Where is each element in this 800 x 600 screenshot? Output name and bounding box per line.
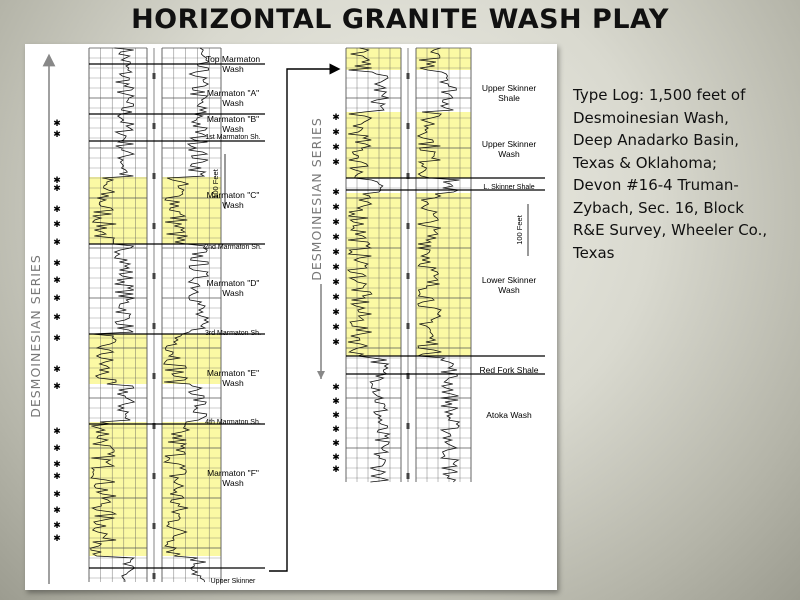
left-depth-tick <box>153 373 156 379</box>
formation-label-line: Marmaton "D" <box>206 278 260 288</box>
type-log-figure <box>25 44 557 590</box>
left-perforation-star: ✱ <box>53 258 61 268</box>
formation-label <box>482 83 537 103</box>
left-perforation-star: ✱ <box>53 333 61 343</box>
formation-label-line: 1st Marmaton Sh. <box>205 134 261 141</box>
formation-label-line: 3rd Marmaton Sh. <box>204 330 262 337</box>
left-sand-fill <box>89 334 147 384</box>
series-arrowhead-right <box>317 371 325 379</box>
formation-label-line: Wash <box>222 378 244 388</box>
right-perforation-star: ✱ <box>332 112 340 122</box>
type-log-panel <box>25 44 557 590</box>
formation-label-line: Lower Skinner <box>481 275 537 285</box>
slide-title: HORIZONTAL GRANITE WASH PLAY <box>131 4 669 35</box>
left-perforation-star: ✱ <box>53 175 61 185</box>
right-sand-fill <box>346 193 401 356</box>
right-perforation-star: ✱ <box>332 127 340 137</box>
formation-label-line: Upper Skinner <box>210 578 256 585</box>
left-perforation-star: ✱ <box>53 364 61 374</box>
left-perforation-star: ✱ <box>53 381 61 391</box>
right-sand-fill <box>416 193 471 356</box>
right-depth-tick <box>407 323 410 329</box>
left-depth-tick <box>153 573 156 579</box>
left-perforation-star: ✱ <box>53 520 61 530</box>
left-perforation-star: ✱ <box>53 129 61 139</box>
formation-label <box>205 134 260 141</box>
right-perforation-star: ✱ <box>332 232 340 242</box>
formation-label-line: Upper Skinner <box>481 139 537 149</box>
left-depth-tick <box>153 323 156 329</box>
left-perforation-star: ✱ <box>53 459 61 469</box>
left-perforation-star: ✱ <box>53 443 61 453</box>
formation-label-line: Wash <box>222 478 244 488</box>
right-perforation-star: ✱ <box>332 247 340 257</box>
right-depth-tick <box>407 223 410 229</box>
right-depth-tick <box>407 423 410 429</box>
right-depth-tick <box>407 473 410 479</box>
left-perforation-star: ✱ <box>53 183 61 193</box>
left-depth-tick <box>153 473 156 479</box>
formation-label-line: Wash <box>222 288 244 298</box>
left-depth-tick <box>153 223 156 229</box>
right-perforation-star: ✱ <box>332 452 340 462</box>
formation-label-line: Marmaton "C" <box>206 190 260 200</box>
formation-label-line: Wash <box>498 285 520 295</box>
formation-label-line: Shale <box>498 93 520 103</box>
formation-label <box>483 184 534 191</box>
scale-label-right: 100 Feet <box>515 215 524 245</box>
left-perforation-star: ✱ <box>53 219 61 229</box>
formation-label-line: 4th Marmaton Sh. <box>205 419 261 426</box>
formation-label-line: Top Marmaton <box>205 54 261 64</box>
right-perforation-star: ✱ <box>332 157 340 167</box>
right-perforation-star: ✱ <box>332 202 340 212</box>
right-depth-tick <box>407 123 410 129</box>
right-perforation-star: ✱ <box>332 277 340 287</box>
left-perforation-star: ✱ <box>53 426 61 436</box>
formation-label-line: Wash <box>222 124 244 134</box>
formation-label-line: Marmaton "E" <box>206 368 260 378</box>
formation-label <box>207 114 259 134</box>
formation-label <box>482 275 537 295</box>
formation-label-line: Upper Skinner <box>481 83 537 93</box>
log-connector-arrow <box>269 69 335 571</box>
formation-label-line: Red Fork Shale <box>479 365 539 375</box>
right-perforation-star: ✱ <box>332 337 340 347</box>
left-sand-fill <box>89 422 147 556</box>
left-perforation-star: ✱ <box>53 118 61 128</box>
formation-label-line: Marmaton "F" <box>207 468 259 478</box>
left-depth-tick <box>153 273 156 279</box>
left-perforation-star: ✱ <box>53 204 61 214</box>
formation-label-line: Wash <box>222 64 244 74</box>
right-perforation-star: ✱ <box>332 410 340 420</box>
left-sand-fill <box>89 177 147 244</box>
formation-label <box>204 244 262 251</box>
series-label-left: DESMOINESIAN SERIES <box>28 254 43 418</box>
left-perforation-star: ✱ <box>53 293 61 303</box>
formation-label <box>479 365 538 375</box>
left-perforation-star: ✱ <box>53 533 61 543</box>
right-sand-fill <box>416 48 471 70</box>
formation-label <box>482 139 537 159</box>
formation-label <box>205 419 261 426</box>
series-label-right: DESMOINESIAN SERIES <box>309 117 324 281</box>
right-depth-tick <box>407 273 410 279</box>
left-perforation-star: ✱ <box>53 237 61 247</box>
formation-label-line: Marmaton "A" <box>206 88 260 98</box>
formation-label <box>205 330 261 337</box>
formation-label <box>211 578 256 585</box>
right-depth-tick <box>407 73 410 79</box>
left-depth-tick <box>153 523 156 529</box>
formation-label-line: 2nd Marmaton Sh. <box>204 244 262 251</box>
left-depth-tick <box>153 123 156 129</box>
type-log-caption: Type Log: 1,500 feet of Desmoinesian Wash, Deep Anadarko Basin, Texas & Oklahoma; Devon #16-4 Truman- Zybach, Sec. 16, Block R&E Survey, Wheeler Co., Texas <box>573 86 768 262</box>
right-perforation-star: ✱ <box>332 262 340 272</box>
left-perforation-star: ✱ <box>53 471 61 481</box>
left-depth-tick <box>153 73 156 79</box>
left-depth-tick <box>153 173 156 179</box>
right-perforation-star: ✱ <box>332 322 340 332</box>
right-perforation-star: ✱ <box>332 438 340 448</box>
formation-label-line: Marmaton "B" <box>206 114 260 124</box>
right-perforation-star: ✱ <box>332 464 340 474</box>
formation-label <box>486 410 532 420</box>
right-log-labels <box>479 83 538 420</box>
left-perforation-star: ✱ <box>53 275 61 285</box>
formation-label-line: Wash <box>222 98 244 108</box>
right-perforation-star: ✱ <box>332 307 340 317</box>
formation-label-line: Atoka Wash <box>486 410 532 420</box>
formation-label-line: Wash <box>498 149 520 159</box>
right-perforation-star: ✱ <box>332 424 340 434</box>
left-perforation-star: ✱ <box>53 312 61 322</box>
right-perforation-star: ✱ <box>332 142 340 152</box>
right-perforation-star: ✱ <box>332 187 340 197</box>
formation-label-line: L. Skinner Shale <box>483 184 535 191</box>
left-perforation-star: ✱ <box>53 489 61 499</box>
formation-label-line: Wash <box>222 200 244 210</box>
scale-label-left: 100 Feet <box>211 169 220 199</box>
right-sand-fill <box>346 48 401 70</box>
right-perforation-star: ✱ <box>332 382 340 392</box>
right-perforation-star: ✱ <box>332 292 340 302</box>
right-perforation-star: ✱ <box>332 217 340 227</box>
left-perforation-star: ✱ <box>53 505 61 515</box>
right-perforation-star: ✱ <box>332 396 340 406</box>
